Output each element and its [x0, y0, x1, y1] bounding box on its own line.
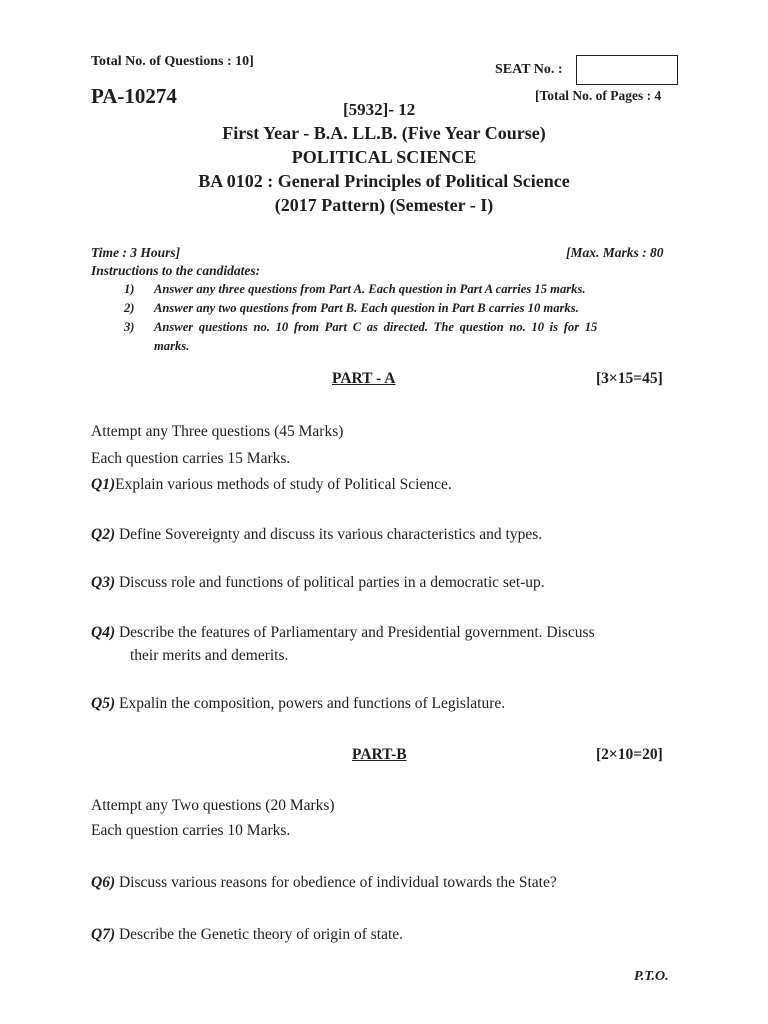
question-number: Q4)	[91, 624, 116, 641]
question-5	[91, 695, 505, 713]
question-number: Q7)	[91, 926, 116, 943]
question-number: Q3)	[91, 574, 116, 591]
question-4	[91, 624, 595, 642]
question-text: Expalin the composition, powers and functions of Legislature.	[118, 695, 506, 712]
instruction-text-continued: marks.	[154, 339, 190, 353]
part-b-note: Attempt any Two questions (20 Marks)	[91, 797, 335, 814]
part-b-title: PART-B	[352, 746, 407, 763]
question-text: Discuss role and functions of political parties in a democratic set-up.	[118, 574, 545, 591]
question-4-continued: their merits and demerits.	[130, 647, 289, 664]
max-marks: [Max. Marks : 80	[566, 245, 664, 260]
instruction-number: 3)	[124, 320, 135, 334]
part-a-marks: [3×15=45]	[596, 370, 663, 387]
question-text: Explain various methods of study of Political Science.	[115, 476, 452, 493]
question-number: Q5)	[91, 695, 116, 712]
instruction-number: 2)	[124, 301, 135, 315]
question-1	[91, 476, 452, 494]
question-2	[91, 526, 542, 544]
question-text: Discuss various reasons for obedience of individual towards the State?	[118, 874, 557, 891]
paper-code: PA-10274	[91, 84, 177, 108]
total-questions: Total No. of Questions : 10]	[91, 54, 254, 69]
question-number: Q6)	[91, 874, 116, 891]
question-text: Define Sovereignty and discuss its various characteristics and types.	[118, 526, 543, 543]
question-6	[91, 874, 557, 892]
pto-label: P.T.O.	[634, 969, 669, 984]
part-b-marks: [2×10=20]	[596, 746, 663, 763]
instruction-text: Answer questions no. 10 from Part C as directed. The question no. 10 is for 15	[154, 320, 598, 334]
part-b-note: Each question carries 10 Marks.	[91, 822, 291, 839]
paper-title: BA 0102 : General Principles of Political Science	[198, 171, 570, 191]
instruction-text: Answer any three questions from Part A. Each question in Part A carries 15 marks.	[154, 282, 586, 296]
question-number: Q1)	[91, 476, 116, 493]
seat-no-label: SEAT No. :	[495, 62, 563, 77]
course-title: First Year - B.A. LL.B. (Five Year Course)	[222, 123, 546, 143]
part-a-note: Attempt any Three questions (45 Marks)	[91, 423, 344, 440]
question-text: Describe the features of Parliamentary and Presidential government. Discuss	[118, 624, 595, 641]
question-text: Describe the Genetic theory of origin of state.	[118, 926, 404, 943]
part-a-title: PART - A	[332, 370, 396, 387]
instructions-heading: Instructions to the candidates:	[91, 263, 261, 278]
part-a-note: Each question carries 15 Marks.	[91, 450, 291, 467]
subject-title: POLITICAL SCIENCE	[291, 147, 477, 167]
question-7	[91, 926, 403, 944]
instruction-number: 1)	[124, 282, 135, 296]
total-pages: [Total No. of Pages : 4	[535, 88, 662, 103]
seat-no-box[interactable]	[576, 55, 678, 85]
instruction-text: Answer any two questions from Part B. Each question in Part B carries 10 marks.	[154, 301, 579, 315]
pattern: (2017 Pattern) (Semester - I)	[274, 195, 494, 215]
time: Time : 3 Hours]	[91, 245, 181, 260]
question-number: Q2)	[91, 526, 116, 543]
subject-code: [5932]- 12	[343, 100, 416, 119]
question-3	[91, 574, 545, 592]
